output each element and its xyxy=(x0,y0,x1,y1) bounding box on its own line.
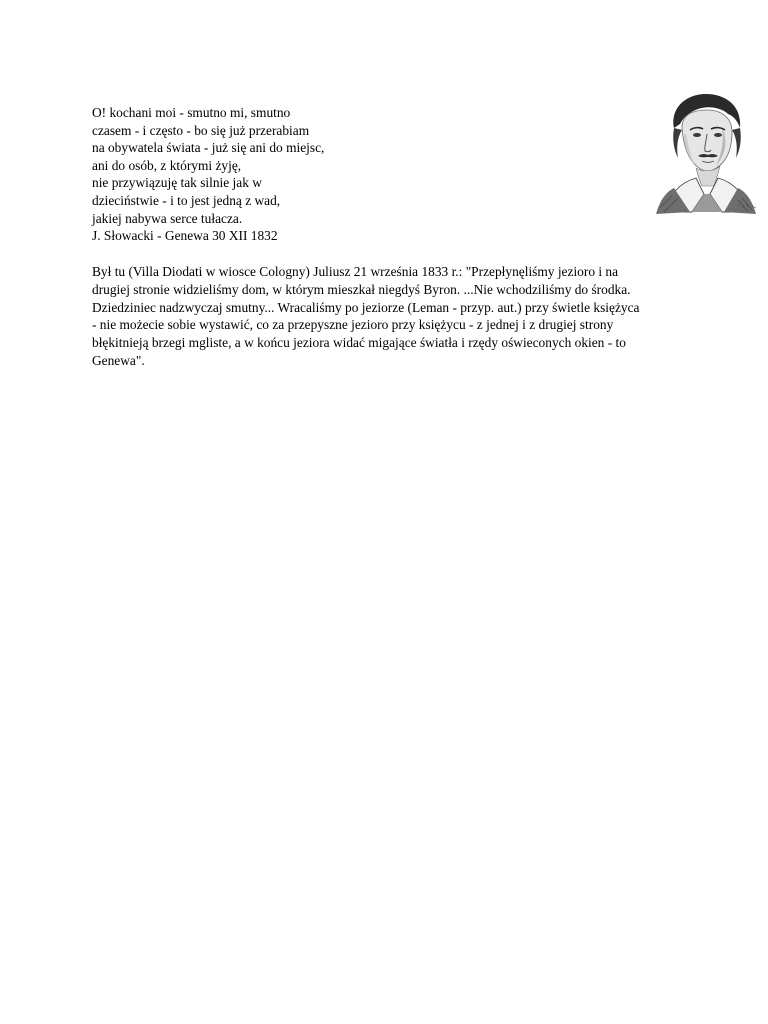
prose-line: błękitnieją brzegi mgliste, a w końcu jeziora widać migające światła i rzędy oświeconych okien - to xyxy=(92,335,626,351)
poem-quote xyxy=(92,104,512,245)
poem-line: na obywatela świata - już się ani do miejsc, xyxy=(92,140,325,156)
prose-line: drugiej stronie widzieliśmy dom, w którym mieszkał niegdyś Byron. ...Nie wchodziliśmy do środka. xyxy=(92,281,631,297)
poem-line: dzieciństwie - i to jest jedną z wad, xyxy=(92,192,281,208)
prose-paragraph xyxy=(92,263,682,370)
portrait-engraving-icon xyxy=(652,88,760,214)
prose-line: Był tu (Villa Diodati w wiosce Cologny) Juliusz 21 września 1833 r.: "Przepłynęliśmy jezioro i na xyxy=(92,264,619,279)
prose-line: Genewa". xyxy=(92,352,145,368)
poem-line: O! kochani moi - smutno mi, smutno xyxy=(92,105,291,120)
poem-signature: J. Słowacki - Genewa 30 XII 1832 xyxy=(92,228,278,244)
poem-line: jakiej nabywa serce tułacza. xyxy=(92,210,243,226)
poem-line: ani do osób, z którymi żyję, xyxy=(92,157,242,173)
prose-line: Dziedziniec nadzwyczaj smutny... Wracaliśmy po jeziorze (Leman - przyp. aut.) przy świetle księżyca xyxy=(92,299,640,315)
prose-line: - nie możecie sobie wystawić, co za przepyszne jezioro przy księżycu - z jednej i z drugiej strony xyxy=(92,317,614,333)
poem-line: czasem - i często - bo się już przerabiam xyxy=(92,122,310,138)
poem-line: nie przywiązuję tak silnie jak w xyxy=(92,175,262,191)
